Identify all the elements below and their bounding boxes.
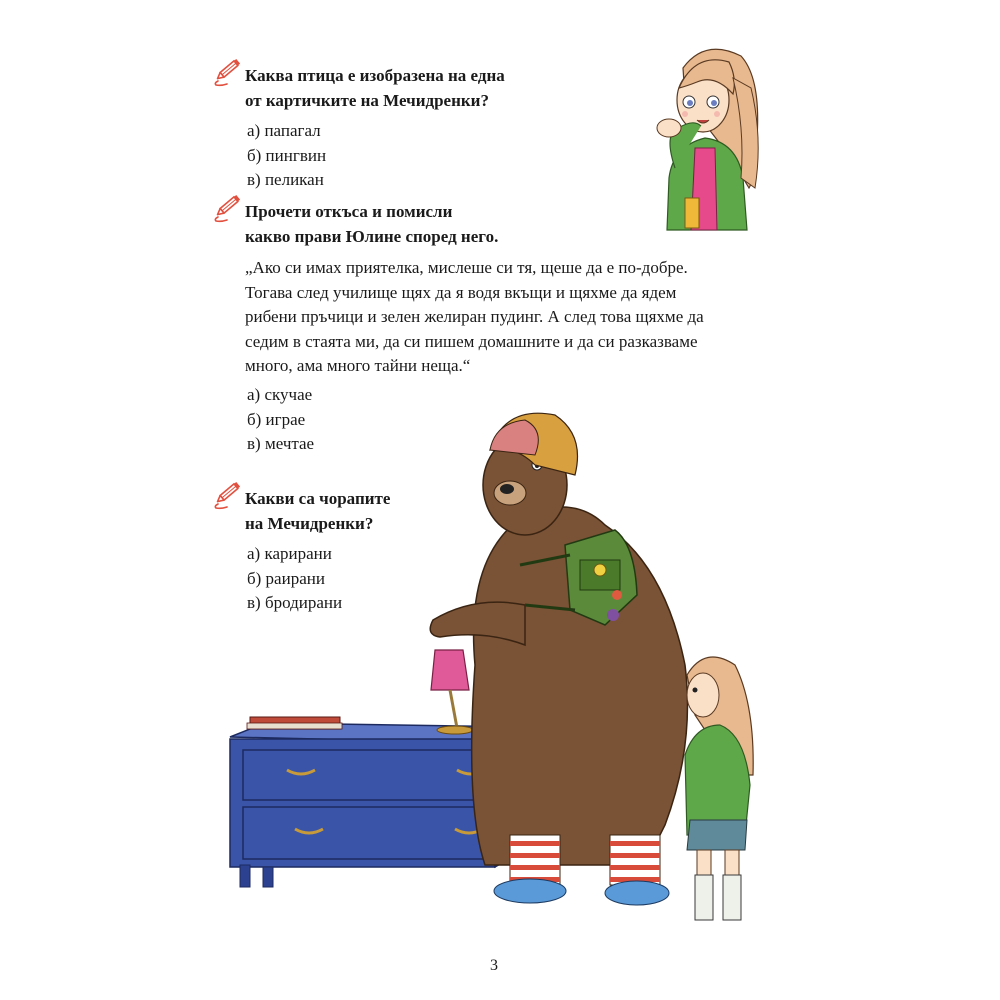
option-c: в) пеликан [247, 170, 324, 189]
quote-line: много, ама много тайни неща.“ [245, 356, 471, 375]
girl-standing [685, 657, 753, 920]
option-b: б) играе [247, 409, 306, 429]
option-a: а) папагал [247, 121, 321, 140]
question-2-title-line-2: какво прави Юлине според него. [245, 227, 499, 246]
question-1-options [247, 119, 326, 193]
option-a: а) скучае [247, 385, 313, 404]
quote-line: рибени пръчици и зелен желиран пудинг. А след това щяхме да [245, 307, 704, 326]
question-1-title-line-2: от картичките на Мечидренки? [245, 91, 489, 110]
page-number: 3 [490, 957, 498, 974]
quote-line: Тогава след училище щях да я водя вкъщи и щяхме да ядем [245, 282, 677, 302]
question-1-title-line-1: Каква птица е изобразена на една [245, 66, 505, 85]
question-2-title-line-1: Прочети откъса и помисли [245, 202, 453, 221]
option-a: а) карирани [247, 544, 332, 563]
option-b: б) пингвин [247, 145, 327, 165]
question-3-title-line-1: Какви са чорапите [245, 489, 391, 508]
excerpt-quote [245, 256, 790, 379]
girl-illustration [645, 38, 770, 233]
option-c: в) бродирани [247, 593, 343, 612]
lamp [431, 650, 473, 734]
pencil-icon [212, 55, 242, 87]
option-c: в) мечтае [247, 434, 315, 453]
bear-scene-illustration [225, 405, 770, 930]
option-b: б) раирани [247, 568, 325, 588]
quote-line: седим в стаята ми, да си пишем домашните и да си разказваме [245, 331, 698, 351]
question-3-title-line-2: на Мечидренки? [245, 514, 374, 533]
question-2-title [245, 199, 498, 249]
question-1-title [245, 63, 505, 113]
pencil-icon [212, 191, 242, 223]
quote-line: „Ако си имах приятелка, мислеше си тя, щеше да е по-добре. [245, 258, 688, 277]
